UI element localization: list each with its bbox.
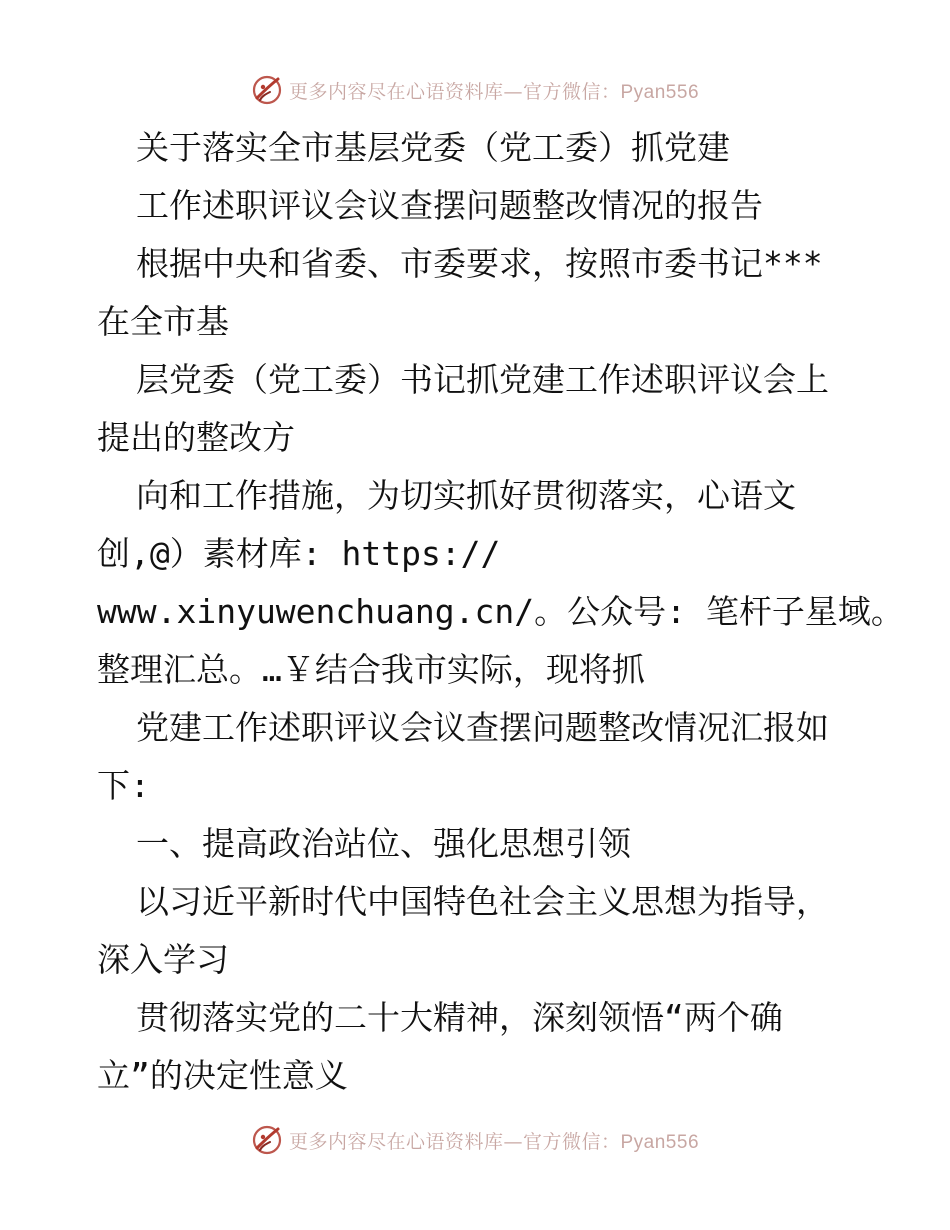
document-line: 根据中央和省委、市委要求，按照市委书记*** bbox=[136, 244, 823, 283]
document-line: www.xinyuwenchuang.cn/。公众号: 笔杆子星域。 bbox=[97, 592, 904, 631]
watermark-text bbox=[289, 77, 699, 104]
watermark-wechat-id: Pyan556 bbox=[620, 81, 700, 103]
watermark-separator: —官方微信： bbox=[503, 80, 621, 103]
document-line: 工作述职评议会议查摆问题整改情况的报告 bbox=[136, 186, 763, 225]
watermark-main: 更多内容尽在心语资料库 bbox=[288, 1130, 504, 1153]
document-line: 提出的整改方 bbox=[97, 418, 295, 457]
document-line: 党建工作述职评议会议查摆问题整改情况汇报如 bbox=[136, 708, 829, 747]
document-line: 层党委（党工委）书记抓党建工作述职评议会上 bbox=[136, 360, 829, 399]
document-line: 深入学习 bbox=[97, 940, 229, 979]
document-line: 关于落实全市基层党委（党工委）抓党建 bbox=[136, 128, 730, 167]
document-line: 创,@）素材库: https:// bbox=[97, 534, 501, 573]
document-line: 在全市基 bbox=[97, 302, 229, 341]
document-line: 立”的决定性意义 bbox=[97, 1056, 348, 1095]
document-line: 整理汇总。…￥结合我市实际，现将抓 bbox=[97, 650, 645, 689]
document-line: 贯彻落实党的二十大精神，深刻领悟“两个确 bbox=[136, 998, 783, 1037]
document-body bbox=[97, 119, 904, 1105]
watermark-separator: —官方微信： bbox=[503, 1130, 621, 1153]
watermark-wechat-id: Pyan556 bbox=[620, 1131, 700, 1153]
document-line: 下: bbox=[97, 766, 150, 805]
document-line: 向和工作措施，为切实抓好贯彻落实，心语文 bbox=[136, 476, 796, 515]
watermark-text bbox=[289, 1127, 699, 1154]
footer-watermark bbox=[0, 1120, 950, 1160]
document-line: 一、提高政治站位、强化思想引领 bbox=[136, 824, 631, 863]
header-watermark bbox=[0, 70, 950, 110]
ink-brush-logo-icon bbox=[251, 74, 283, 106]
ink-brush-logo-icon bbox=[251, 1124, 283, 1156]
watermark-main: 更多内容尽在心语资料库 bbox=[288, 80, 504, 103]
document-line: 以习近平新时代中国特色社会主义思想为指导， bbox=[136, 882, 829, 921]
